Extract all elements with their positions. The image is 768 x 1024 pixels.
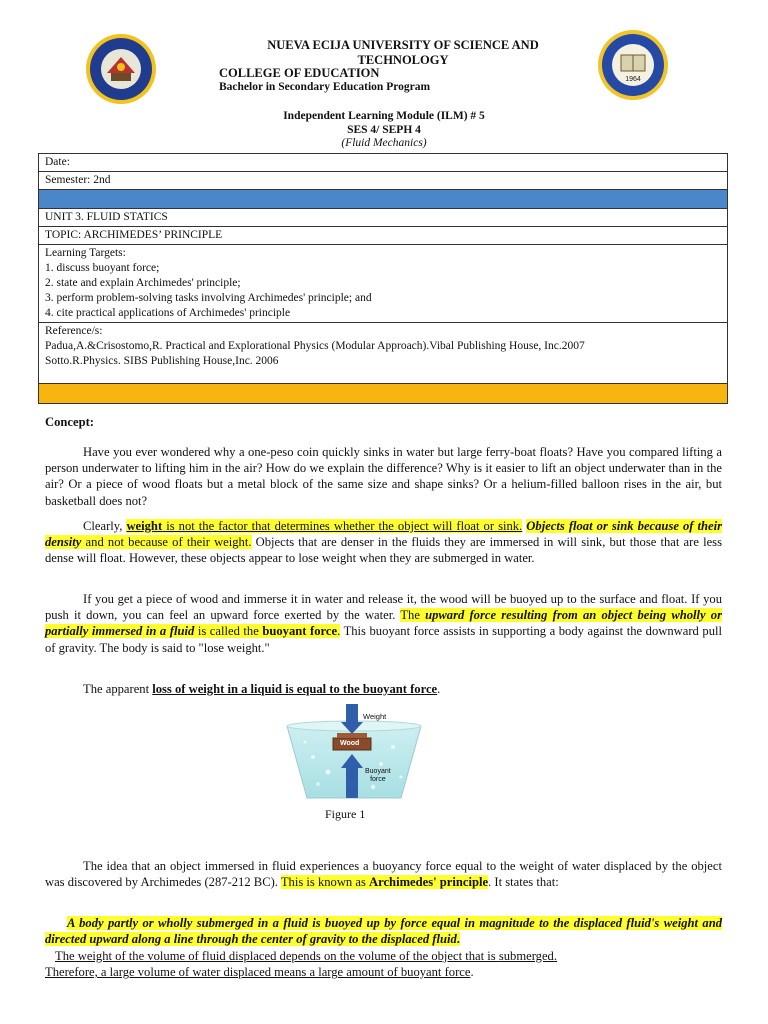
orange-divider-bar: [39, 384, 728, 404]
figure-weight-label: Weight: [363, 712, 387, 721]
archimedes-paragraph-3: The weight of the volume of fluid displaced depends on the volume of the object that is submerged. Therefore, a large volume of water displaced means a large amount of buoyant force.: [45, 949, 558, 980]
archimedes-principle-term: Archimedes' principle: [369, 875, 489, 890]
learning-targets-cell: [39, 245, 728, 323]
university-name-line2: TECHNOLOGY: [357, 52, 449, 67]
density-statement: Objects float or sink because of their density: [45, 519, 723, 550]
references-cell: [39, 323, 728, 384]
module-info-table: [38, 153, 728, 404]
figure-wood-label: Wood: [340, 740, 360, 747]
college-name: COLLEGE OF EDUCATION: [219, 66, 380, 80]
reference-item: Padua,A.&Crisostomo,R. Practical and Explorational Physics (Modular Approach).Vibal Publishing House, Inc.2007: [45, 340, 585, 352]
target-item: 2. state and explain Archimedes' principle;: [45, 277, 241, 289]
module-code: SES 4/ SEPH 4: [347, 123, 421, 136]
seal-year: 1964: [625, 76, 641, 83]
module-subject: (Fluid Mechanics): [341, 137, 427, 149]
concept-paragraph-2: Clearly, weight is not the factor that determines whether the object will float or sink. Objects float or sink because of their density and not because of their weight. Objects that are denser in the fluids they are immersed in will sink, but those that are less dense will float. However, these objects appear to lose weight when they are submerged in water.: [45, 519, 723, 566]
target-item: 4. cite practical applications of Archimedes' principle: [45, 307, 291, 319]
buoyant-force-term: buoyant force: [262, 624, 338, 639]
learning-targets-label: Learning Targets:: [45, 247, 126, 259]
references-label: Reference/s:: [45, 325, 103, 337]
reference-item: Sotto.R.Physics. SIBS Publishing House,Inc. 2006: [45, 355, 279, 367]
college-of-education-seal-icon: [597, 29, 669, 101]
target-item: 1. discuss buoyant force;: [45, 262, 160, 274]
module-title: Independent Learning Module (ILM) # 5: [283, 110, 485, 122]
topic-cell: TOPIC: ARCHIMEDES’ PRINCIPLE: [39, 227, 728, 245]
figure-caption: Figure 1: [325, 807, 366, 821]
university-name: NUEVA ECIJA UNIVERSITY OF SCIENCE AND: [267, 38, 539, 52]
blue-divider-bar: [39, 190, 728, 209]
loss-of-weight-statement: loss of weight in a liquid is equal to the buoyant force: [152, 682, 438, 696]
archimedes-paragraph-1: The idea that an object immersed in fluid experiences a buoyancy force equal to the weight of water displaced by the object was discovered by Archimedes (287-212 BC). This is known as Archimedes' principle. It states that:: [45, 859, 722, 890]
concept-paragraph-3: If you get a piece of wood and immerse it in water and release it, the wood will be buoyed up to the surface and float. If you push it down, you can feel an upward force exerted by the water. The upward force resulting from an object being wholly or partially immersed in a fluid is called the buoyant force. This buoyant force assists in supporting a body against the downward pull of gravity. The body is said to "lose weight.": [45, 592, 722, 655]
figure-buoyant-label: Buoyant force: [365, 768, 391, 783]
weight-term: weight: [126, 519, 163, 533]
unit-cell: UNIT 3. FLUID STATICS: [39, 209, 728, 227]
program-name: Bachelor in Secondary Education Program: [219, 81, 431, 93]
concept-paragraph-1: Have you ever wondered why a one-peso coin quickly sinks in water but large ferry-boat floats? Have you compared lifting a person underwater to lifting him in the air? How do we explain the difference? Why is it easier to lift an object underwater than in the air? Or a piece of wood floats but a metal block of the same size and shape sinks? Or a helium-filled balloon rises in the air, but basketball does not?: [45, 445, 722, 508]
concept-heading: Concept:: [45, 415, 94, 429]
upward-force-definition: upward force resulting from an object being wholly or partially immersed in a fluid: [45, 608, 722, 639]
concept-paragraph-4: The apparent loss of weight in a liquid is equal to the buoyant force.: [83, 682, 441, 696]
semester-cell: Semester: 2nd: [39, 172, 728, 190]
date-cell: Date:: [39, 154, 728, 172]
university-seal-icon: [85, 33, 157, 105]
target-item: 3. perform problem-solving tasks involving Archimedes' principle; and: [45, 292, 372, 304]
archimedes-principle-statement: A body partly or wholly submerged in a fluid is buoyed up by force equal in magnitude to the displaced fluid's weight and directed upward along a line through the center of gravity to the displaced fluid.: [45, 916, 722, 947]
buoyancy-figure: [283, 702, 425, 802]
